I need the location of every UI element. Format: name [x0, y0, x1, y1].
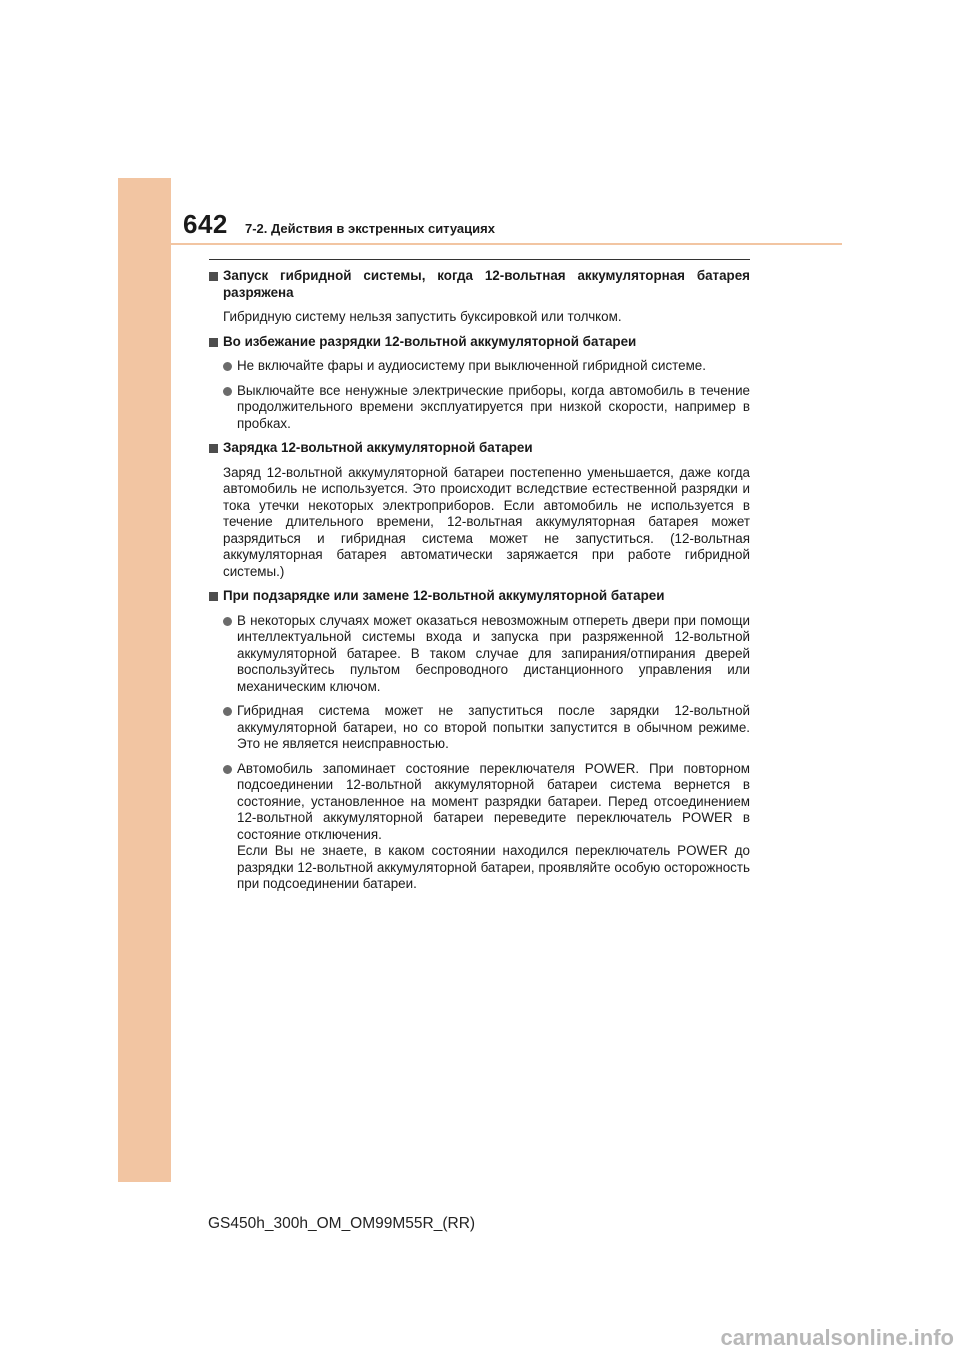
section-heading: [209, 588, 750, 605]
heading-text: Во избежание разрядки 12-вольтной аккумуляторной батареи: [223, 333, 637, 349]
square-bullet-icon: [209, 338, 218, 347]
list-item: [223, 761, 750, 893]
list-item-text: Выключайте все ненужные электрические приборы, когда автомобиль в течение продолжительного времени эксплуатируется при низкой скорости, например в пробках.: [237, 382, 750, 431]
page-number: 642: [183, 209, 228, 239]
page-content: [209, 268, 750, 901]
paragraph: Заряд 12-вольтной аккумуляторной батареи постепенно уменьшается, даже когда автомобиль не используется. Это происходит вследствие естественной разрядки и тока утечки некоторых электроприборов. Если автомобиль не используется в течение длительного времени, 12-вольтная аккумуляторная батарея может разрядиться и гибридная система может не запуститься. (12-вольтная аккумуляторная батарея автоматически заряжается при работе гибридной системы.): [223, 464, 750, 579]
list-item-text: Автомобиль запоминает состояние переключателя POWER. При повторном подсоединении 12-вольтной аккумуляторной батареи система вернется в состояние, установленное на момент разрядки батареи. Перед отсоединением 12-вольтной аккумуляторной батареи переведите переключатель POWER в состояние отключения.: [237, 760, 750, 842]
section-heading: [209, 334, 750, 351]
square-bullet-icon: [209, 592, 218, 601]
list-item-text: Не включайте фары и аудиосистему при выключенной гибридной системе.: [237, 358, 706, 373]
heading-text: Зарядка 12-вольтной аккумуляторной батареи: [223, 440, 533, 455]
list-item: [223, 358, 750, 375]
circle-bullet-icon: [223, 765, 232, 774]
content-divider: [209, 259, 750, 260]
heading-text: При подзарядке или замене 12-вольтной аккумуляторной батареи: [223, 588, 665, 603]
list-item-text: В некоторых случаях может оказаться невозможным отпереть двери при помощи интеллектуальной системы входа и запуска при разряженной 12-вольтной аккумуляторной батарее. В таком случае для запирания/отпирания дверей воспользуйтесь пультом беспроводного дистанционного управления или механическим ключом.: [237, 612, 750, 694]
heading-text: Запуск гибридной системы, когда 12-вольтная аккумуляторная батарея разряжена: [223, 268, 750, 300]
list-item-text: Гибридная система может не запуститься после зарядки 12-вольтной аккумуляторной батареи, но со второй попытки запустится в обычном режиме. Это не является неисправностью.: [237, 703, 750, 751]
circle-bullet-icon: [223, 707, 232, 716]
circle-bullet-icon: [223, 617, 232, 626]
header-divider: [171, 243, 842, 245]
list-item: [223, 703, 750, 753]
circle-bullet-icon: [223, 362, 232, 371]
section-title: 7-2. Действия в экстренных ситуациях: [245, 221, 495, 236]
side-color-band: [118, 178, 171, 1182]
circle-bullet-icon: [223, 387, 232, 396]
section-heading: [209, 440, 750, 457]
watermark: carmanualsonline.info: [720, 1325, 954, 1350]
paragraph: Гибридную систему нельзя запустить буксировкой или толчком.: [223, 309, 622, 324]
section-heading: [209, 268, 750, 301]
list-item-text-continued: Если Вы не знаете, в каком состоянии находился переключатель POWER до разрядки 12-вольтной аккумуляторной батареи, проявляйте особую осторожность при подсоединении батареи.: [237, 843, 750, 891]
list-item: [223, 613, 750, 696]
square-bullet-icon: [209, 444, 218, 453]
list-item: [223, 383, 750, 433]
square-bullet-icon: [209, 272, 218, 281]
document-code-footer: GS450h_300h_OM_OM99M55R_(RR): [208, 1215, 476, 1232]
